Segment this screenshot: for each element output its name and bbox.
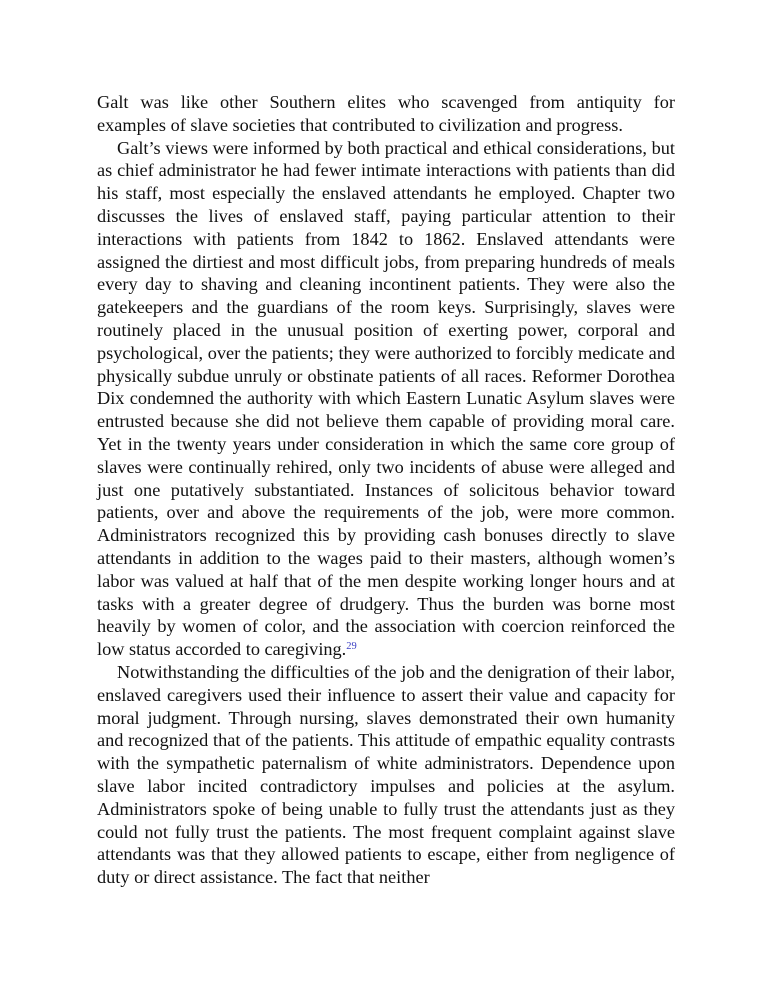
footnote-reference-29[interactable]: 29 [346,641,357,653]
paragraph-1: Galt was like other Southern elites who scavenged from antiquity for examples of slave societies that contributed to civilization and progress. [97,92,675,135]
document-body [97,91,675,889]
paragraph-2-text: Galt’s views were informed by both practical and ethical considerations, but as chief administrator he had fewer intimate interactions with patients than did his staff, most especially the enslaved attendants he employed. Chapter two discusses the lives of enslaved staff, paying particular attention to their interactions with patients from 1842 to 1862. Enslaved attendants were assigned the dirtiest and most difficult jobs, from preparing hundreds of meals every day to shaving and cleaning incontinent patients. They were also the gatekeepers and the guardians of the room keys. Surprisingly, slaves were routinely placed in the unusual position of exerting power, corporal and psychological, over the patients; they were authorized to forcibly medicate and physically subdue unruly or obstinate patients of all races. Reformer Dorothea Dix condemned the authority with which Eastern Lunatic Asylum slaves were entrusted because she did not believe them capable of providing moral care. Yet in the twenty years under consideration in which the same core group of slaves were continually rehired, only two incidents of abuse were alleged and just one putatively substantiated. Instances of solicitous behavior toward patients, over and above the requirements of the job, were more common. Administrators recognized this by providing cash bonuses directly to slave attendants in addition to the wages paid to their masters, although women’s labor was valued at half that of the men despite working longer hours and at tasks with a greater degree of drudgery. Thus the burden was borne most heavily by women of color, and the association with coercion reinforced the low status accorded to caregiving. [97,137,675,660]
paragraph-2 [97,137,675,661]
paragraph-3: Notwithstanding the difficulties of the job and the denigration of their labor, enslaved caregivers used their influence to assert their value and capacity for moral judgment. Through nursing, slaves demonstrated their own humanity and recognized that of the patients. This attitude of empathic equality contrasts with the sympathetic paternalism of white administrators. Dependence upon slave labor incited contradictory impulses and policies at the asylum. Administrators spoke of being unable to fully trust the attendants just as they could not fully trust the patients. The most frequent complaint against slave attendants was that they allowed patients to escape, either from negligence of duty or direct assistance. The fact that neither [97,661,675,888]
